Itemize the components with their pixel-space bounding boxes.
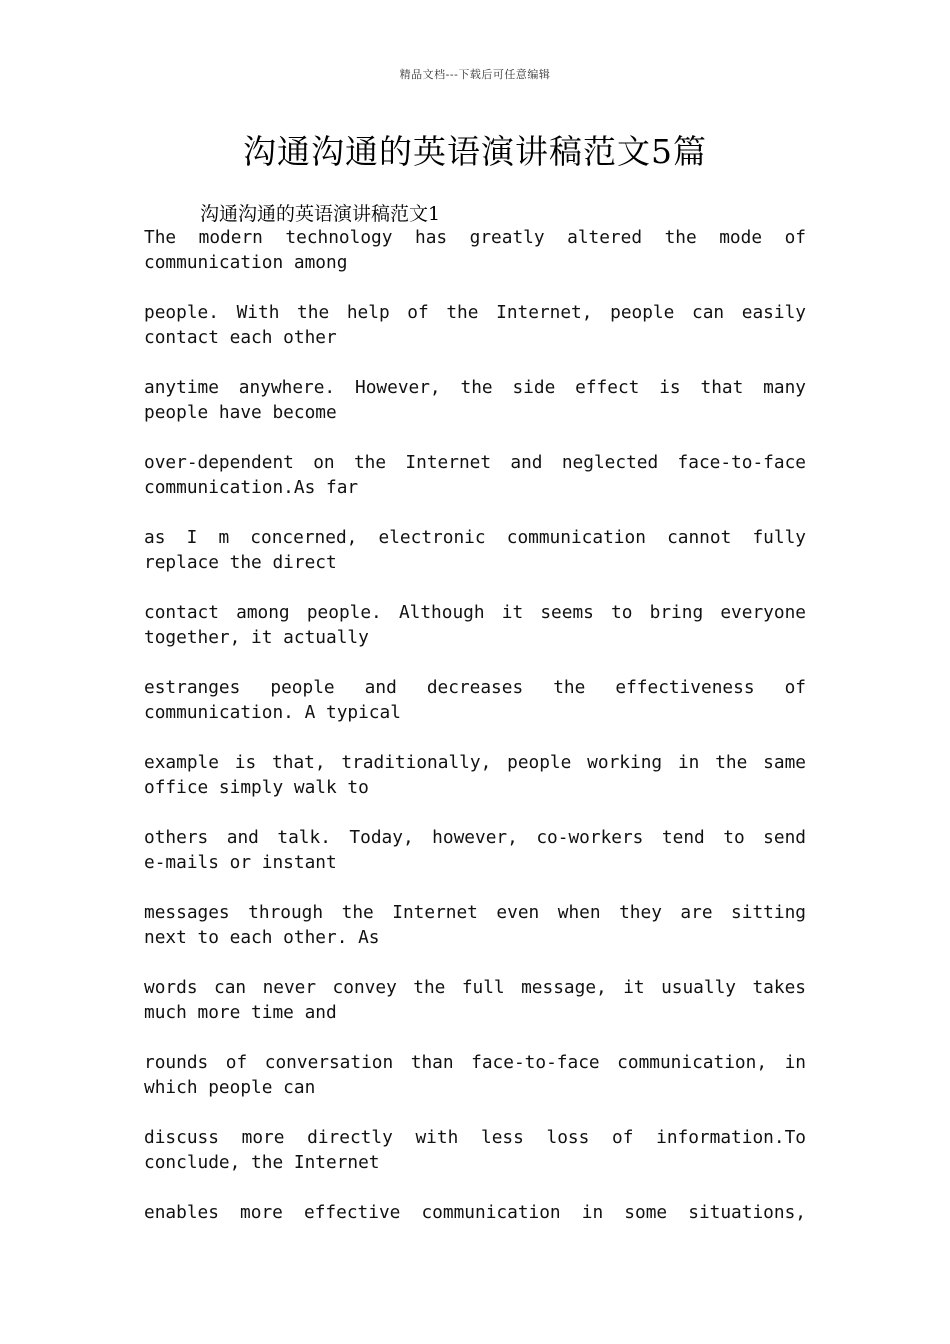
paragraph-line: communication.As far <box>144 477 359 498</box>
paragraph-line: rounds of conversation than face-to-face communication, in <box>144 1052 806 1073</box>
paragraph <box>144 1050 806 1100</box>
paragraph-line: over-dependent on the Internet and neglected face-to-face <box>144 452 806 473</box>
paragraph-line: much more time and <box>144 1002 337 1023</box>
paragraph-line: anytime anywhere. However, the side effect is that many <box>144 377 806 398</box>
paragraph-line: people. With the help of the Internet, people can easily <box>144 302 806 323</box>
paragraph-line: communication. A typical <box>144 702 401 723</box>
paragraph <box>144 750 806 800</box>
section-heading: 沟通沟通的英语演讲稿范文1 <box>200 203 441 225</box>
paragraph <box>144 225 806 275</box>
paragraph <box>144 450 806 500</box>
paragraph-line: words can never convey the full message, it usually takes <box>144 977 806 998</box>
paragraph <box>144 300 806 350</box>
paragraph-line: as I m concerned, electronic communication cannot fully <box>144 527 806 548</box>
document-title: 沟通沟通的英语演讲稿范文5篇 <box>243 132 707 171</box>
paragraph <box>144 375 806 425</box>
paragraph-line: messages through the Internet even when they are sitting <box>144 902 806 923</box>
paragraph-line: next to each other. As <box>144 927 380 948</box>
paragraph-line: others and talk. Today, however, co-workers tend to send <box>144 827 806 848</box>
paragraph-line: communication among <box>144 252 348 273</box>
paragraph-line: enables more effective communication in some situations, <box>144 1202 806 1223</box>
paragraph-line: office simply walk to <box>144 777 369 798</box>
paragraph-line: replace the direct <box>144 552 337 573</box>
paragraph-line: contact each other <box>144 327 337 348</box>
paragraph-line: example is that, traditionally, people working in the same <box>144 752 806 773</box>
paragraph <box>144 675 806 725</box>
paragraph <box>144 900 806 950</box>
paragraph-line: conclude, the Internet <box>144 1152 380 1173</box>
paragraph <box>144 1200 806 1225</box>
paragraph-line: together, it actually <box>144 627 369 648</box>
paragraph-line: which people can <box>144 1077 316 1098</box>
paragraph-line: The modern technology has greatly altered the mode of <box>144 227 806 248</box>
body-text <box>144 225 806 1250</box>
paragraph-line: estranges people and decreases the effectiveness of <box>144 677 806 698</box>
paragraph-line: e-mails or instant <box>144 852 337 873</box>
paragraph <box>144 825 806 875</box>
paragraph <box>144 525 806 575</box>
paragraph-line: people have become <box>144 402 337 423</box>
page-header: 精品文档---下载后可任意编辑 <box>399 68 551 81</box>
paragraph <box>144 975 806 1025</box>
paragraph-line: discuss more directly with less loss of information.To <box>144 1127 806 1148</box>
paragraph <box>144 1125 806 1175</box>
paragraph <box>144 600 806 650</box>
paragraph-line: contact among people. Although it seems to bring everyone <box>144 602 806 623</box>
